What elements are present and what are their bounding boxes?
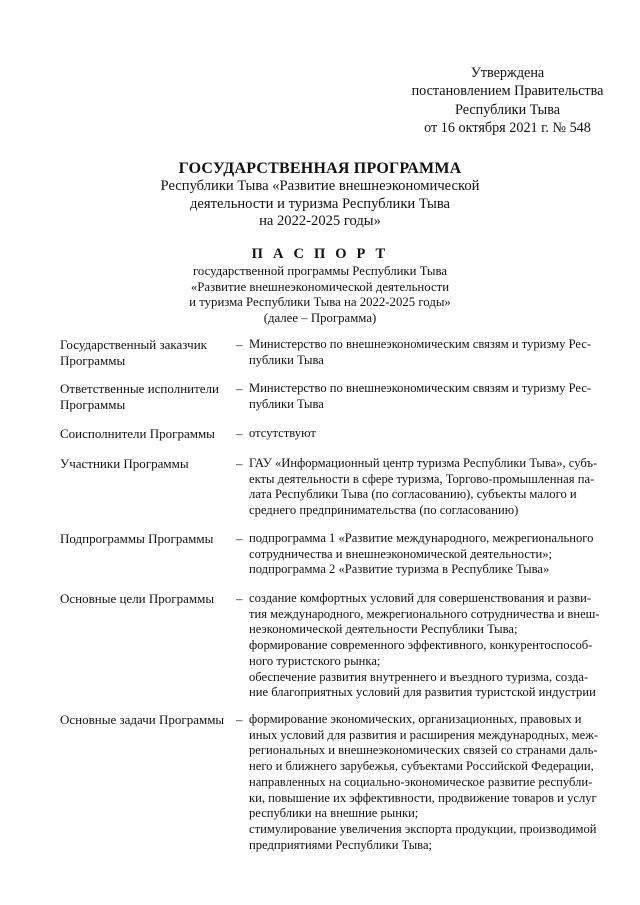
program-title-line: деятельности и туризма Республики Тыва [189, 195, 451, 212]
passport-heading: П А С П О Р Т [251, 246, 389, 262]
row-value-line: подпрограмма 2 «Развитие туризма в Республике Тыва» [249, 562, 550, 577]
row-value [249, 712, 621, 853]
row-value-line: региональных и внешнеэкономических связей со странами даль- [249, 743, 598, 758]
row-label [60, 381, 232, 412]
row-label-line: Государственный заказчик [60, 337, 207, 352]
row-value-line: Министерство по внешнеэкономическим связям и туризму Рес- [249, 337, 592, 351]
approval-stamp [395, 64, 620, 138]
passport-subtitle-line: (далее – Программа) [263, 310, 377, 325]
row-label [60, 712, 232, 728]
row-label-line: Соисполнители Программы [60, 426, 215, 441]
row-value-line: сотрудничества и внешнеэкономической деятельности»; [249, 546, 553, 561]
row-value [249, 337, 621, 368]
row-value [249, 591, 621, 701]
row-label [60, 531, 232, 547]
program-title-line: Республики Тыва «Развитие внешнеэкономической [160, 178, 480, 194]
passport-subtitle-line: «Развитие внешнеэкономической деятельности [190, 279, 450, 294]
row-value [249, 426, 621, 442]
row-label-line: Основные цели Программы [60, 591, 215, 606]
row-value-line: публики Тыва [249, 396, 324, 411]
approval-line: Республики Тыва [454, 101, 561, 118]
row-label-line: Ответственные исполнители [60, 381, 220, 396]
row-dash: – [236, 337, 243, 352]
row-dash: – [236, 531, 243, 546]
row-value [249, 381, 621, 412]
program-title-line: на 2022-2025 годы» [259, 213, 381, 230]
row-value-line: лата Республики Тыва (по согласованию), субъекты малого и [249, 487, 577, 502]
row-value-line: иных условий для развития и расширения международных, меж- [249, 727, 599, 742]
row-value-line: отсутствуют [249, 426, 316, 440]
row-value-line: неэкономической деятельности Республики Тыва; [249, 622, 518, 637]
row-value-line: формирование экономических, организационных, правовых и [249, 712, 582, 726]
row-value-line: направленных на социально-экономическое развитие республи- [249, 774, 593, 789]
row-dash: – [236, 456, 243, 471]
row-value [249, 531, 621, 578]
row-value [249, 456, 621, 519]
passport-subtitle-line: и туризма Республики Тыва на 2022-2025 годы» [189, 295, 451, 310]
row-label-line: Участники Программы [60, 456, 189, 471]
row-value-line: ние благоприятных условий для развития туристской индустрии [249, 685, 596, 700]
row-label [60, 426, 232, 442]
row-value-line: ки, повышение их эффективности, продвижение товаров и услуг [249, 790, 597, 805]
row-dash: – [236, 712, 243, 727]
row-value-line: публики Тыва [249, 352, 324, 367]
row-value-line: подпрограмма 1 «Развитие международного, межрегионального [249, 531, 594, 545]
row-label [60, 591, 232, 607]
row-value-line: формирование современного эффективного, конкурентоспособ- [249, 638, 593, 653]
program-title-main: ГОСУДАРСТВЕННАЯ ПРОГРАММА [178, 160, 462, 177]
row-label-line: Программы [60, 396, 126, 412]
row-value-line: ГАУ «Информационный центр туризма Республики Тыва», субъ- [249, 456, 598, 470]
row-value-line: стимулирование увеличения экспорта продукции, производимой [249, 821, 597, 836]
row-value-line: обеспечение развития внутреннего и въездного туризма, созда- [249, 669, 589, 684]
row-value-line: создание комфортных условий для совершенствования и разви- [249, 591, 592, 605]
row-value-line: предприятиями Республики Тыва; [249, 837, 433, 852]
row-value-line: екты деятельности в сфере туризма, Торгово-промышленная па- [249, 471, 595, 486]
passport-subtitle-line: государственной программы Республики Тыва [192, 264, 448, 278]
row-dash: – [236, 591, 243, 606]
row-value-line: республики на внешние рынки; [249, 806, 419, 821]
row-label-line: Подпрограммы Программы [60, 531, 214, 546]
row-label-line: Программы [60, 352, 126, 368]
approval-line: постановлением Правительства [411, 83, 604, 100]
approval-line: от 16 октября 2021 г. № 548 [424, 120, 591, 137]
row-dash: – [236, 426, 243, 441]
program-title [120, 159, 520, 231]
row-value-line: него и ближнего зарубежья, субъектами Российской Федерации, [249, 759, 594, 774]
row-value-line: Министерство по внешнеэкономическим связям и туризму Рес- [249, 381, 592, 395]
row-label [60, 337, 232, 368]
row-label-line: Основные задачи Программы [60, 712, 225, 727]
row-value-line: тия международного, межрегионального сотрудничества и внеш- [249, 606, 600, 621]
row-value-line: среднего предпринимательства (по согласованию) [249, 503, 519, 518]
row-label [60, 456, 232, 472]
approval-line: Утверждена [470, 65, 545, 81]
row-value-line: ного туристского рынка; [249, 653, 381, 668]
passport-header [120, 245, 520, 326]
row-dash: – [236, 381, 243, 396]
